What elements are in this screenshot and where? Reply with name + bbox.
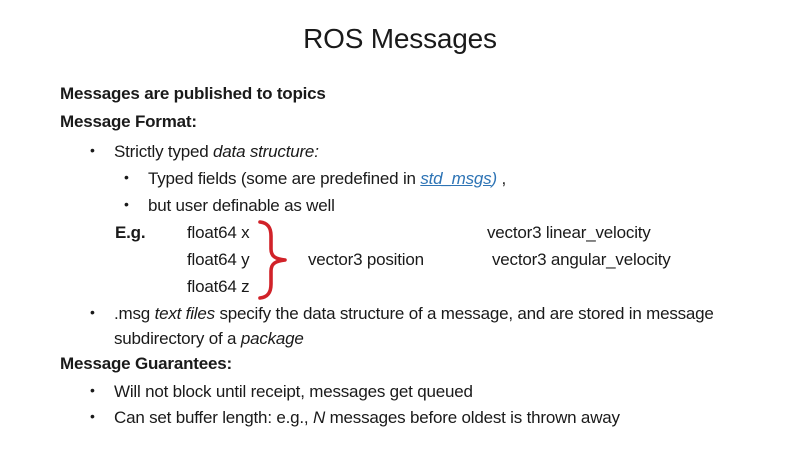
msg-files-line2 [114, 329, 304, 349]
example-linear-velocity: vector3 linear_velocity [487, 223, 651, 242]
example-field-x: float64 x [187, 223, 250, 242]
bullet-no-block-text [114, 382, 473, 401]
text-segment: Can set buffer length: e.g., [114, 408, 313, 427]
text-segment: data structure: [213, 142, 319, 161]
text-segment: , [496, 169, 506, 188]
bullet-user-definable-text [148, 196, 335, 215]
bullet-typed-fields-text [148, 169, 506, 188]
std-msgs-link[interactable]: std_msgs [420, 169, 492, 188]
bullet-icon: • [90, 408, 95, 424]
bullet-icon: • [90, 304, 95, 320]
bullet-strictly-typed [90, 142, 319, 162]
text-segment: Typed fields (some are predefined in [148, 169, 421, 188]
text-segment: specify the data structure of a message, and are stored in message [214, 304, 714, 323]
heading-message-guarantees: Message Guarantees: [60, 354, 232, 373]
text-segment: subdirectory of a [114, 329, 241, 348]
bullet-msg-files-line1 [90, 304, 714, 324]
heading-message-format: Message Format: [60, 112, 197, 131]
example-block [0, 222, 800, 312]
heading-messages-published: Messages are published to topics [60, 84, 326, 103]
example-label: E.g. [115, 223, 146, 242]
red-brace-icon [249, 218, 291, 302]
bullet-icon: • [90, 142, 95, 158]
bullet-msg-files-line1-text [114, 304, 714, 323]
text-segment: Will not block until receipt, messages get queued [114, 382, 473, 401]
bullet-strictly-typed-text [114, 142, 319, 161]
example-field-z: float64 z [187, 277, 250, 296]
bullet-user-definable [124, 196, 335, 216]
bullet-typed-fields [124, 169, 506, 189]
bullet-buffer-length [90, 408, 620, 428]
bullet-icon: • [90, 382, 95, 398]
bullet-icon: • [124, 196, 129, 212]
text-segment: ) [491, 169, 497, 188]
text-segment: text files [154, 304, 215, 323]
msg-files-line2-text [114, 329, 304, 348]
text-segment: messages before oldest is thrown away [325, 408, 620, 427]
bullet-icon: • [124, 169, 129, 185]
example-angular-velocity: vector3 angular_velocity [492, 250, 671, 269]
text-segment: N [312, 408, 326, 427]
bullet-buffer-length-text [114, 408, 620, 427]
text-segment: Strictly typed [114, 142, 214, 161]
slide-title: ROS Messages [303, 23, 497, 54]
example-group-label: vector3 position [308, 250, 424, 269]
text-segment: but user definable as well [148, 196, 335, 215]
text-segment: .msg [114, 304, 155, 323]
bullet-no-block [90, 382, 473, 402]
text-segment: package [240, 329, 304, 348]
example-field-y: float64 y [187, 250, 250, 269]
